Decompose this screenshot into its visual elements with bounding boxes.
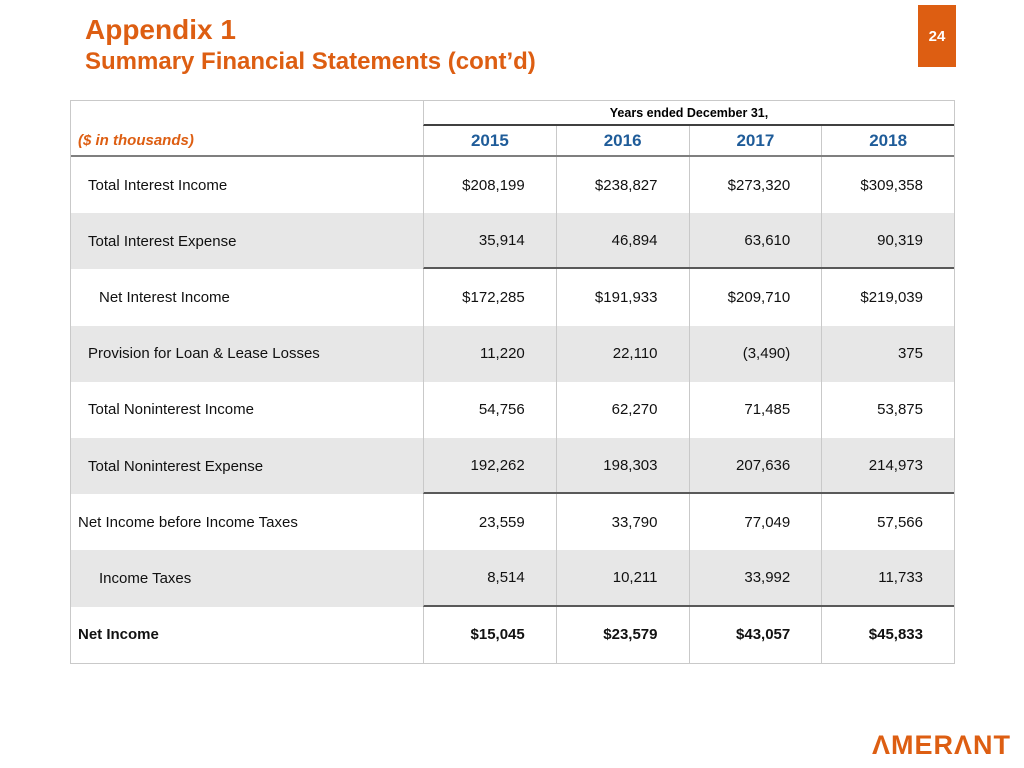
table-span-header-row xyxy=(71,101,954,126)
slide-subtitle: Summary Financial Statements (cont’d) xyxy=(85,47,536,75)
years-ended-header: Years ended December 31, xyxy=(423,101,954,126)
cell-value: $238,827 xyxy=(556,157,689,213)
cell-value: 62,270 xyxy=(556,382,689,438)
year-header-2018: 2018 xyxy=(821,126,954,155)
units-label: ($ in thousands) xyxy=(78,132,194,149)
cell-value: 11,220 xyxy=(479,345,525,363)
page-number-badge xyxy=(918,5,956,67)
cell-value: $191,933 xyxy=(556,269,689,325)
row-label: Net Interest Income xyxy=(99,288,230,306)
table-row-total-interest-expense xyxy=(71,213,954,269)
row-label: Total Interest Income xyxy=(88,176,228,194)
table-row-total-noninterest-income xyxy=(71,382,954,438)
financial-statements-table xyxy=(70,100,955,664)
cell-value: 46,894 xyxy=(556,213,689,267)
cell-value: $273,320 xyxy=(689,157,822,213)
cell-value: 77,049 xyxy=(689,494,822,550)
cell-value: $43,057 xyxy=(689,607,822,663)
year-header-2017: 2017 xyxy=(689,126,822,155)
cell-value: 22,110 xyxy=(556,326,689,382)
table-row-net-interest-income xyxy=(71,269,954,325)
cell-value: 23,559 xyxy=(478,513,525,531)
year-header-2016: 2016 xyxy=(556,126,689,155)
cell-value: 8,514 xyxy=(487,568,525,586)
slide-title: Appendix 1 xyxy=(85,14,236,45)
cell-value: 71,485 xyxy=(689,382,822,438)
cell-value: 192,262 xyxy=(470,456,525,474)
cell-value: $172,285 xyxy=(462,288,525,306)
page-number: 24 xyxy=(928,27,946,45)
row-label: Net Income xyxy=(78,626,159,644)
cell-value: 10,211 xyxy=(556,550,689,604)
year-header-2015: 2015 xyxy=(423,126,556,155)
row-label: Income Taxes xyxy=(99,569,192,587)
cell-value: 214,973 xyxy=(821,438,954,492)
table-row-net-income xyxy=(71,607,954,663)
cell-value: 57,566 xyxy=(821,494,954,550)
table-row-total-interest-income xyxy=(71,157,954,213)
cell-value: 33,992 xyxy=(689,550,822,604)
cell-value: $219,039 xyxy=(821,269,954,325)
cell-value: 54,756 xyxy=(478,401,525,419)
cell-value: $208,199 xyxy=(462,176,525,194)
cell-value: 198,303 xyxy=(556,438,689,492)
amerant-logo: ΛMERΛNT xyxy=(871,730,1011,760)
row-label: Total Noninterest Expense xyxy=(88,457,264,475)
cell-value: 207,636 xyxy=(689,438,822,492)
slide-title-block xyxy=(85,13,536,76)
row-label: Net Income before Income Taxes xyxy=(78,513,298,531)
cell-value: $309,358 xyxy=(821,157,954,213)
cell-value: 33,790 xyxy=(556,494,689,550)
row-label: Total Noninterest Income xyxy=(88,401,254,419)
cell-value: $15,045 xyxy=(470,626,525,644)
cell-value: 375 xyxy=(821,326,954,382)
table-row-provision-loan-lease-losses xyxy=(71,326,954,382)
cell-value: 53,875 xyxy=(821,382,954,438)
cell-value: 90,319 xyxy=(821,213,954,267)
table-corner-cell xyxy=(71,101,423,126)
row-label: Provision for Loan & Lease Losses xyxy=(88,345,320,363)
cell-value: 11,733 xyxy=(821,550,954,604)
table-row-income-taxes xyxy=(71,550,954,606)
cell-value: (3,490) xyxy=(689,326,822,382)
cell-value: 63,610 xyxy=(689,213,822,267)
cell-value: 35,914 xyxy=(478,231,525,249)
cell-value: $23,579 xyxy=(556,607,689,663)
cell-value: $45,833 xyxy=(821,607,954,663)
cell-value: $209,710 xyxy=(689,269,822,325)
table-column-header-row xyxy=(71,126,954,157)
table-row-total-noninterest-expense xyxy=(71,438,954,494)
table-row-net-income-before-taxes xyxy=(71,494,954,550)
row-label: Total Interest Expense xyxy=(88,232,237,250)
